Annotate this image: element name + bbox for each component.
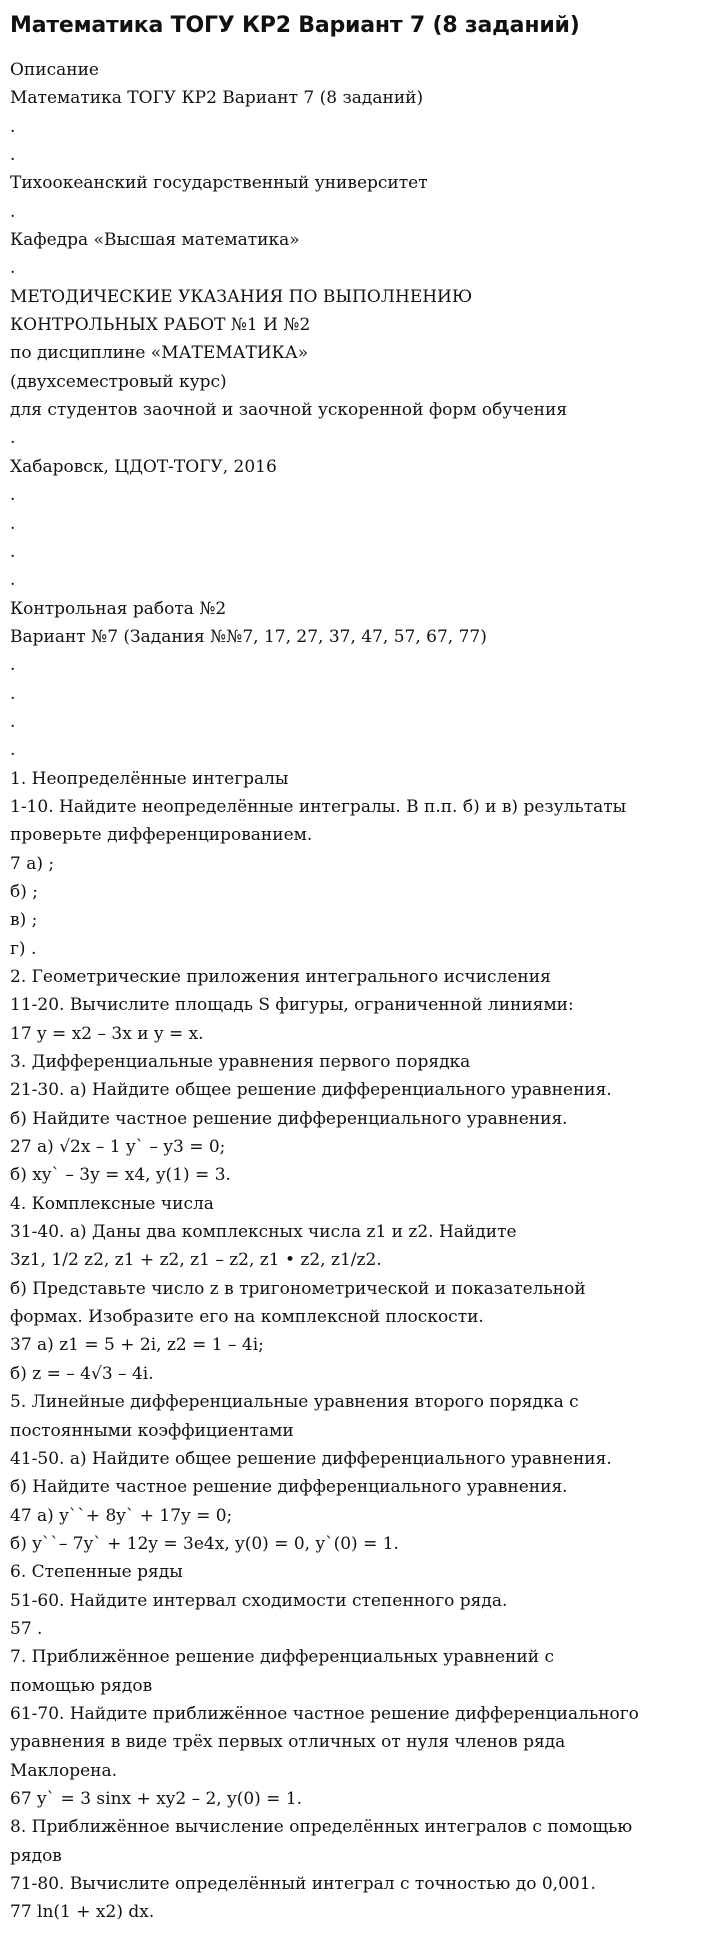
text-line: . <box>10 570 16 591</box>
text-line: б) Найдите частное решение дифференциального уравнения. <box>10 1108 568 1129</box>
text-line: 1-10. Найдите неопределённые интегралы. В п.п. б) и в) результаты <box>10 796 627 817</box>
text-line: . <box>10 428 16 449</box>
text-line: (двухсеместровый курс) <box>10 371 227 392</box>
text-line: Математика ТОГУ КР2 Вариант 7 (8 заданий) <box>10 88 424 109</box>
text-line: б) Представьте число z в тригонометрической и показательной <box>10 1278 586 1299</box>
text-line: 61-70. Найдите приближённое частное решение дифференциального <box>10 1703 639 1724</box>
text-line: 7. Приближённое решение дифференциальных уравнений с <box>10 1647 554 1668</box>
text-line: 77 ln(1 + x2) dx. <box>10 1902 155 1923</box>
text-line: б) z = – 4√3 – 4i. <box>10 1363 154 1384</box>
text-line: 2. Геометрические приложения интегрального исчисления <box>10 967 551 987</box>
text-line: Кафедра «Высшая математика» <box>10 230 300 251</box>
text-line: Хабаровск, ЦДОТ-ТОГУ, 2016 <box>10 456 277 477</box>
text-line: 3. Дифференциальные уравнения первого порядка <box>10 1052 471 1073</box>
text-line: рядов <box>10 1845 62 1866</box>
text-line: Описание <box>10 60 99 80</box>
text-line: б) Найдите частное решение дифференциального уравнения. <box>10 1477 568 1498</box>
text-line: . <box>10 485 16 506</box>
text-line: помощью рядов <box>10 1675 153 1696</box>
text-line: уравнения в виде трёх первых отличных от нуля членов ряда <box>10 1732 566 1753</box>
text-line: 21-30. а) Найдите общее решение дифференциального уравнения. <box>10 1080 612 1101</box>
text-line: . <box>10 201 16 222</box>
text-line: 31-40. а) Даны два комплексных числа z1 и z2. Найдите <box>10 1222 517 1243</box>
text-line: проверьте дифференцированием. <box>10 825 313 846</box>
text-line: . <box>10 116 16 137</box>
text-line: Вариант №7 (Задания №№7, 17, 27, 37, 47, 57, 67, 77) <box>10 626 487 647</box>
text-line: 7 а) ; <box>10 853 55 874</box>
text-line: для студентов заочной и заочной ускоренной форм обучения <box>10 400 568 421</box>
text-line: 8. Приближённое вычисление определённых интегралов с помощью <box>10 1817 633 1838</box>
text-line: . <box>10 655 16 676</box>
text-line: 5. Линейные дифференциальные уравнения второго порядка с <box>10 1392 579 1413</box>
text-line: в) ; <box>10 910 38 931</box>
text-line: формах. Изобразите его на комплексной плоскости. <box>10 1307 484 1328</box>
text-line: постоянными коэффициентами <box>10 1420 294 1441</box>
text-line: . <box>10 541 16 562</box>
text-line: МЕТОДИЧЕСКИЕ УКАЗАНИЯ ПО ВЫПОЛНЕНИЮ <box>10 286 473 307</box>
text-line: 71-80. Вычислите определённый интеграл с точностью до 0,001. <box>10 1874 596 1894</box>
text-line: б) y``– 7y` + 12y = 3e4x, y(0) = 0, y`(0) = 1. <box>10 1533 399 1554</box>
text-line: по дисциплине «МАТЕМАТИКА» <box>10 343 309 364</box>
text-line: КОНТРОЛЬНЫХ РАБОТ №1 И №2 <box>10 315 311 336</box>
text-line: 57 . <box>10 1618 43 1639</box>
text-line: . <box>10 145 16 166</box>
text-line: 17 y = x2 – 3x и y = x. <box>10 1023 204 1044</box>
text-line: . <box>10 258 16 279</box>
text-line: . <box>10 513 16 534</box>
text-line: 27 а) √2x – 1 y` – y3 = 0; <box>10 1137 226 1158</box>
text-line: . <box>10 711 16 732</box>
text-line: 6. Степенные ряды <box>10 1562 183 1583</box>
text-line: . <box>10 740 16 761</box>
text-line: г) . <box>10 938 37 959</box>
text-line: Маклорена. <box>10 1760 118 1781</box>
text-line: 3z1, 1/2 z2, z1 + z2, z1 – z2, z1 • z2, z1/z2. <box>10 1250 382 1271</box>
text-line: . <box>10 683 16 704</box>
text-line: 4. Комплексные числа <box>10 1193 214 1214</box>
text-line: 47 а) y``+ 8y` + 17y = 0; <box>10 1505 233 1526</box>
text-line: Тихоокеанский государственный университет <box>10 173 428 194</box>
text-line: Контрольная работа №2 <box>10 598 227 619</box>
text-line: 11-20. Вычислите площадь S фигуры, ограниченной линиями: <box>10 995 574 1016</box>
page-title: Математика ТОГУ КР2 Вариант 7 (8 заданий) <box>10 13 580 38</box>
text-line: б) ; <box>10 881 38 902</box>
text-line: б) xy` – 3y = x4, y(1) = 3. <box>10 1165 231 1186</box>
document-body <box>10 56 691 1927</box>
text-line: 37 а) z1 = 5 + 2i, z2 = 1 – 4i; <box>10 1335 264 1356</box>
text-line: 41-50. а) Найдите общее решение дифференциального уравнения. <box>10 1448 612 1469</box>
text-line: 1. Неопределённые интегралы <box>10 768 289 789</box>
text-line: 51-60. Найдите интервал сходимости степенного ряда. <box>10 1590 508 1611</box>
text-line: 67 y` = 3 sinx + xy2 – 2, y(0) = 1. <box>10 1788 303 1809</box>
